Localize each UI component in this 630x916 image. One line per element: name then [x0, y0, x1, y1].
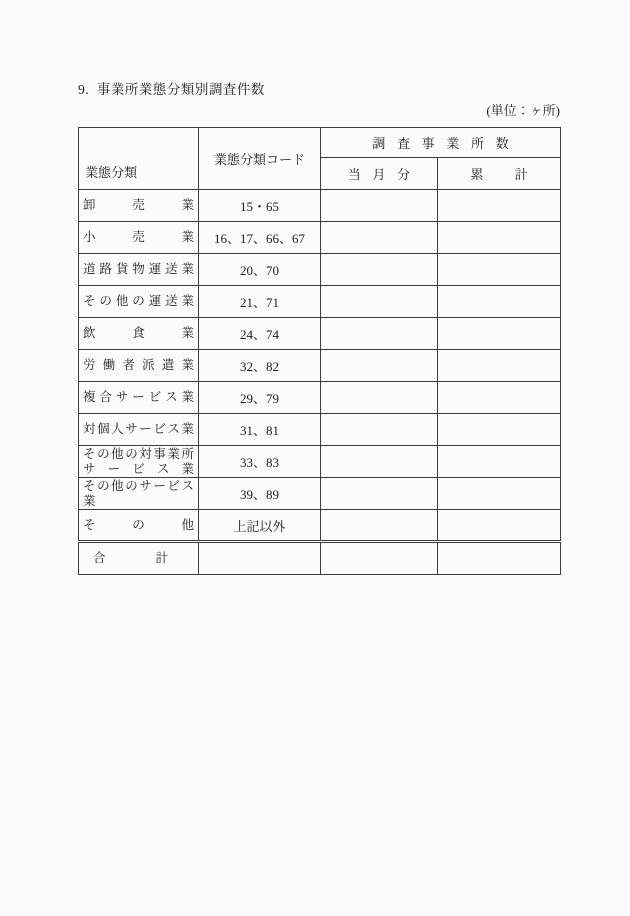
header-current-month-label: 当月分: [347, 167, 422, 182]
current-month-cell: [321, 510, 438, 542]
category-cell: その他の対事業所 サービス業: [79, 446, 199, 478]
table-body: [79, 190, 561, 575]
cumulative-cell: [438, 222, 561, 254]
table-row-other: [79, 510, 561, 542]
category-cell: 道路貨物運送業: [79, 254, 199, 286]
total-code-cell: [199, 542, 321, 575]
code-cell: 16、17、66、67: [199, 222, 321, 254]
cumulative-cell: [438, 478, 561, 510]
code-cell: 32、82: [199, 350, 321, 382]
page-title: 9. 事業所業態分類別調査件数: [78, 82, 265, 97]
header-code: 業態分類コード: [199, 128, 321, 190]
current-month-cell: [321, 318, 438, 350]
current-month-cell: [321, 446, 438, 478]
cumulative-cell: [438, 286, 561, 318]
current-month-cell: [321, 350, 438, 382]
cumulative-cell: [438, 414, 561, 446]
cumulative-cell: [438, 510, 561, 542]
header-cumulative: [438, 158, 561, 190]
cumulative-cell: [438, 382, 561, 414]
category-cell: 複合サービス業: [79, 382, 199, 414]
table-header: [79, 128, 561, 190]
table-row-other-business-services: [79, 446, 561, 478]
category-cell: 小売業: [79, 222, 199, 254]
category-cell: 労働者派遣業: [79, 350, 199, 382]
header-row-top: [79, 128, 561, 158]
code-cell: 31、81: [199, 414, 321, 446]
cumulative-cell: [438, 254, 561, 286]
code-cell: 29、79: [199, 382, 321, 414]
category-cell: 飲食業: [79, 318, 199, 350]
header-category: 業態分類: [79, 128, 199, 190]
current-month-cell: [321, 254, 438, 286]
cumulative-cell: [438, 350, 561, 382]
code-cell: 21、71: [199, 286, 321, 318]
code-cell: 上記以外: [199, 510, 321, 542]
current-month-cell: [321, 382, 438, 414]
table-row-personal-services: [79, 414, 561, 446]
survey-count-table: [78, 127, 561, 575]
header-cumulative-label: 累計: [470, 167, 559, 182]
code-cell: 33、83: [199, 446, 321, 478]
current-month-cell: [321, 478, 438, 510]
cumulative-cell: [438, 446, 561, 478]
current-month-cell: [321, 190, 438, 222]
unit-label: (単位：ヶ所): [486, 103, 560, 118]
table-row-worker-dispatch: [79, 350, 561, 382]
code-cell: 24、74: [199, 318, 321, 350]
category-cell: その他のサービス業: [79, 478, 199, 510]
current-month-cell: [321, 222, 438, 254]
table-row-road-freight: [79, 254, 561, 286]
table-row-restaurant: [79, 318, 561, 350]
header-survey-count-label: 調査事業所数: [372, 136, 521, 151]
category-cell: その他の運送業: [79, 286, 199, 318]
cumulative-cell: [438, 190, 561, 222]
code-cell: 39、89: [199, 478, 321, 510]
total-cumulative-cell: [438, 542, 561, 575]
table-row-retail: [79, 222, 561, 254]
current-month-cell: [321, 414, 438, 446]
header-survey-count: [321, 128, 561, 158]
code-cell: 15・65: [199, 190, 321, 222]
table-row-other-services: [79, 478, 561, 510]
total-category-cell: 合計: [79, 542, 199, 575]
table-row-total: [79, 542, 561, 575]
category-cell: その他: [79, 510, 199, 542]
category-cell: 卸売業: [79, 190, 199, 222]
code-cell: 20、70: [199, 254, 321, 286]
category-cell: 対個人サービス業: [79, 414, 199, 446]
current-month-cell: [321, 286, 438, 318]
total-current-month-cell: [321, 542, 438, 575]
table-row-other-transport: [79, 286, 561, 318]
header-current-month: [321, 158, 438, 190]
table-row-combined-services: [79, 382, 561, 414]
cumulative-cell: [438, 318, 561, 350]
table-row-wholesale: [79, 190, 561, 222]
